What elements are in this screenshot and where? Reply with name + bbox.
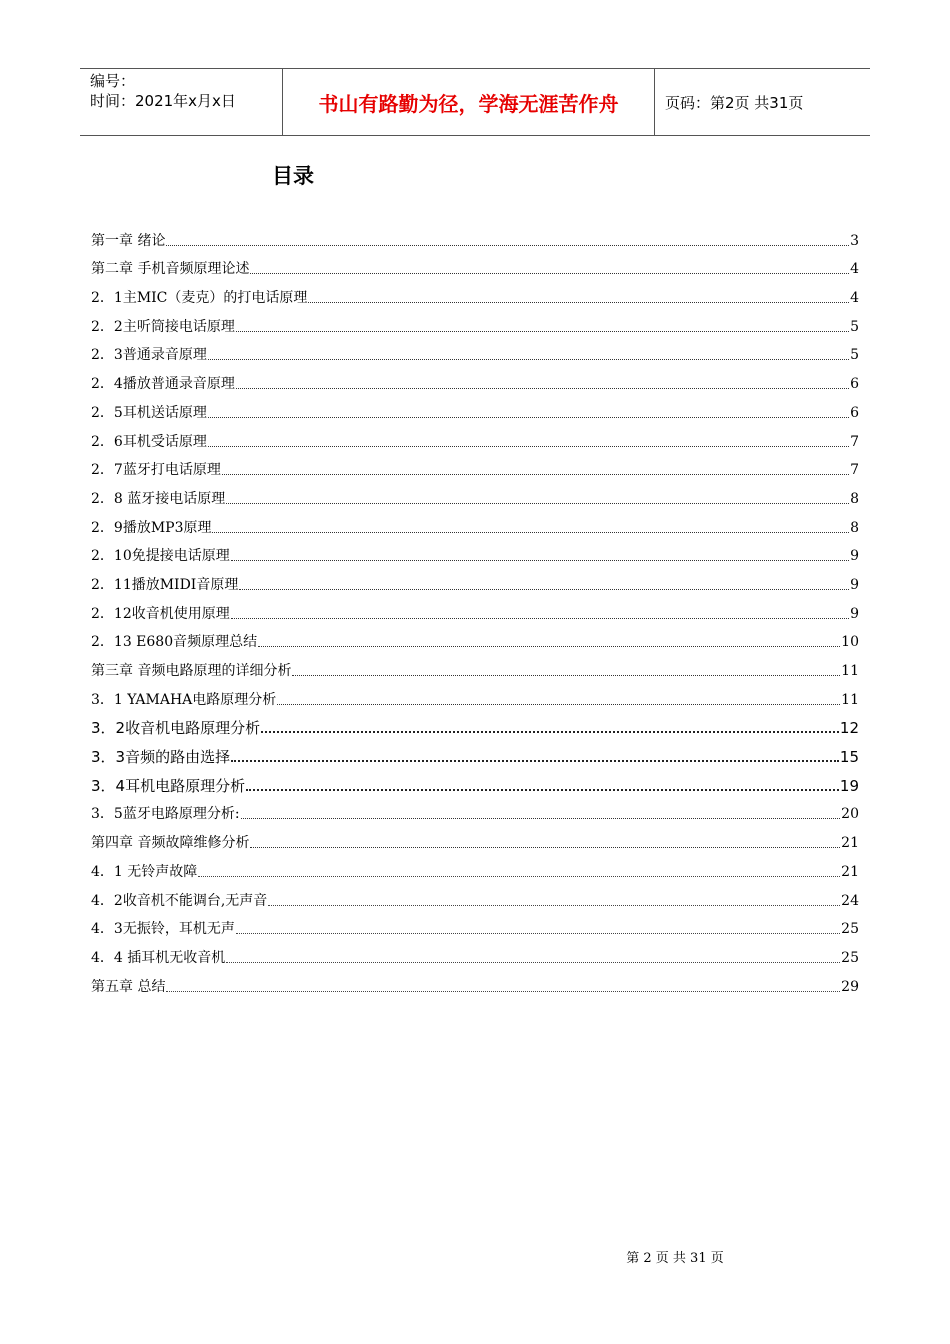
toc-entry[interactable]: 3．2收音机电路原理分析 12: [91, 719, 859, 738]
toc-entry[interactable]: 2．12收音机使用原理 9: [91, 605, 859, 622]
toc-entry[interactable]: 2．1主MIC（麦克）的打电话原理 4: [91, 290, 859, 307]
toc-entry[interactable]: 3．5蓝牙电路原理分析: 20: [91, 806, 859, 823]
page-footer: [0, 1247, 950, 1266]
toc-entry[interactable]: 3．1 YAMAHA电路原理分析 11: [91, 691, 859, 708]
toc-entry[interactable]: 2．10免提接电话原理 9: [91, 548, 859, 565]
header-meta: [80, 69, 282, 135]
toc-entry[interactable]: 4．3无振铃，耳机无声 25: [91, 921, 859, 938]
toc-entry[interactable]: 第二章 手机音频原理论述 4: [91, 261, 859, 278]
toc-entry[interactable]: 4．1 无铃声故障 21: [91, 863, 859, 880]
toc-entry[interactable]: 2．8 蓝牙接电话原理 8: [91, 490, 859, 507]
toc-entry[interactable]: 第四章 音频故障维修分析 21: [91, 835, 859, 852]
toc-entry[interactable]: 第五章 总结 29: [91, 978, 859, 995]
header-page-info: 页码：第2页 共31页: [665, 93, 804, 112]
toc-entry[interactable]: 第三章 音频电路原理的详细分析 11: [91, 663, 859, 679]
toc-entry[interactable]: 2．11播放MIDI音原理 9: [91, 576, 859, 593]
toc-entry[interactable]: 2．3普通录音原理 5: [91, 347, 859, 364]
toc-entry[interactable]: 2．5耳机送话原理 6: [91, 404, 859, 421]
toc-entry[interactable]: 3．4耳机电路原理分析 19: [91, 776, 859, 795]
footer-page-number: 第 2 页 共 31 页: [626, 1251, 724, 1266]
toc-entry[interactable]: 4．2收音机不能调台,无声音 24: [91, 892, 859, 909]
toc-entry[interactable]: 2．6耳机受话原理 7: [91, 433, 859, 450]
time-label: 时间：2021年x月x日: [90, 92, 236, 110]
toc-entry[interactable]: 2．4播放普通录音原理 6: [91, 376, 859, 393]
toc-entry[interactable]: 3．3音频的路由选择 15: [91, 748, 859, 767]
page-header: [80, 68, 870, 136]
toc-entry[interactable]: 4．4 插耳机无收音机 25: [91, 949, 859, 966]
serial-label: 编号：: [90, 72, 136, 90]
toc-entry[interactable]: 2．2主听筒接电话原理 5: [91, 318, 859, 335]
toc-entry[interactable]: 2．9播放MP3原理 8: [91, 519, 859, 536]
toc-title: 目录: [272, 164, 314, 188]
toc-list: [91, 221, 859, 996]
toc-entry[interactable]: 2．13 E680音频原理总结 10: [91, 634, 859, 651]
header-motto: 书山有路勤为径，学海无涯苦作舟: [282, 69, 655, 135]
toc-entry[interactable]: 第一章 绪论 3: [91, 232, 859, 249]
toc-entry[interactable]: 2．7蓝牙打电话原理 7: [91, 462, 859, 479]
